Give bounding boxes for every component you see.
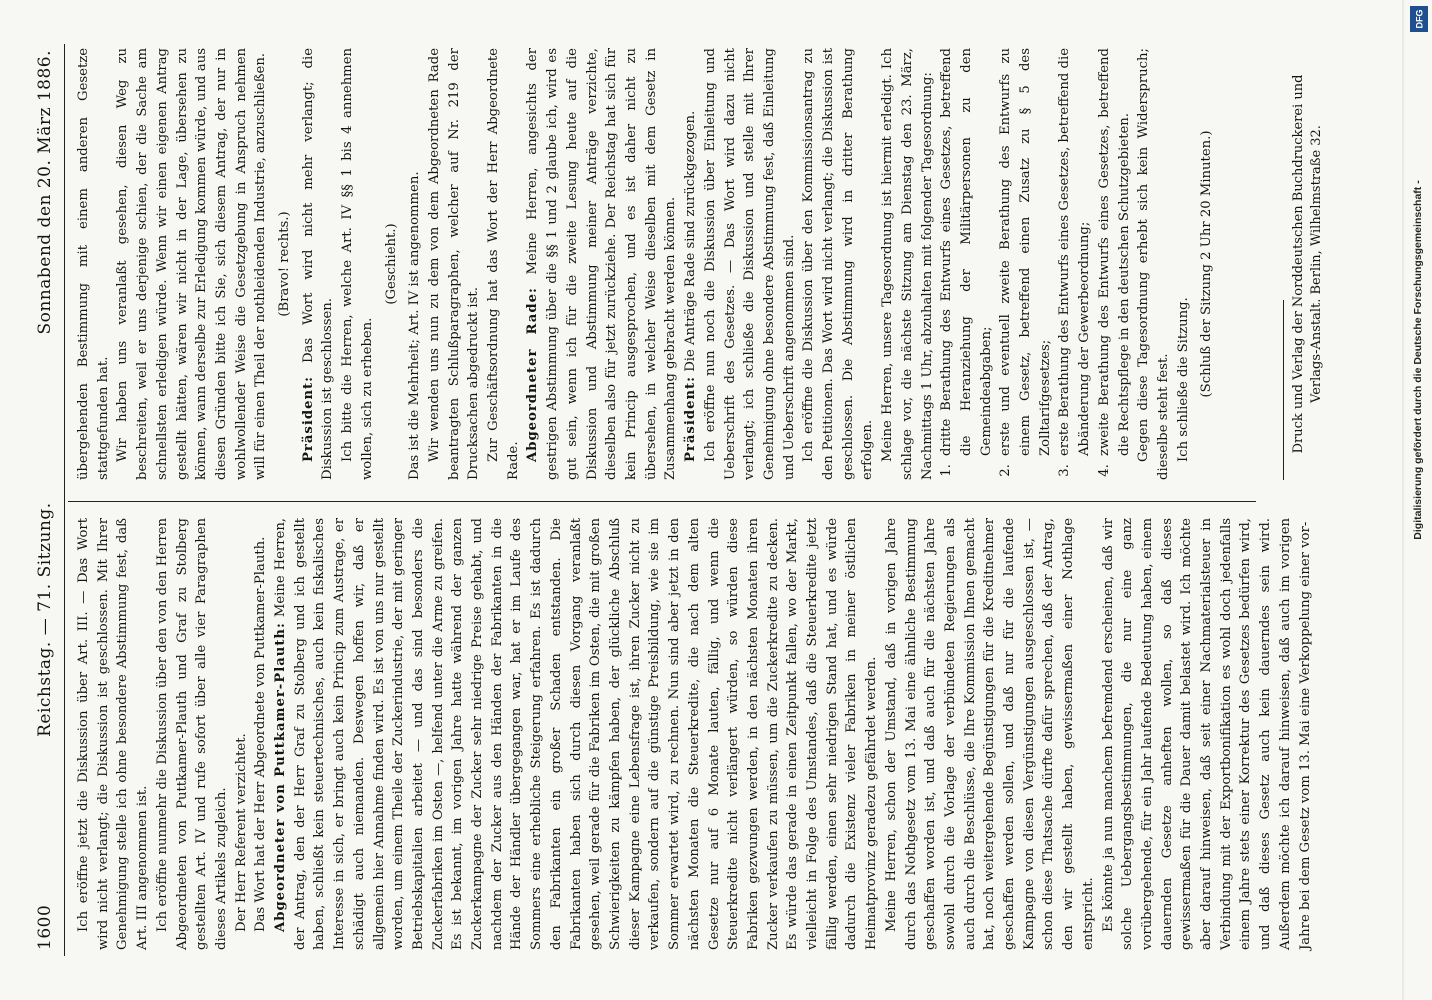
speech-paragraph: [681, 48, 701, 480]
text-paragraph: Wir wenden uns nun zu dem von dem Abgeordneten Rade beantragten Schlußparagraphen, welcher auf Nr. 219 der Drucksachen abgedruckt ist.: [426, 48, 482, 480]
text-paragraph: Ich schließe die Sitzung.: [1175, 297, 1191, 462]
speech-text: Das Wort wird nicht mehr verlangt; die Diskussion ist geschlossen.: [300, 48, 336, 480]
text-paragraph: Ich eröffne die Diskussion über den Kommissionsantrag zu den Petitionen. Das Wort wird nicht verlangt; die Diskussion ist geschlossen. Die Abstimmung wird in dritter Berathung erfolgen.: [801, 48, 876, 480]
agenda-item: 2. erste und eventuell zweite Berathung des Entwurfs zu einem Gesetz, betreffend einen Zusatz zu § 5 des Zolltarifgesetzes;: [996, 48, 1055, 460]
interjection: (Schluß der Sitzung 2 Uhr 20 Minuten.): [1199, 130, 1215, 398]
imprint-rule: [1283, 300, 1284, 480]
text-paragraph: Es könnte ja nun manchem befremdend erscheinen, daß wir solche Uebergangsbestimmungen, die nur eine ganz vorübergehende, für ein Jahr laufende Bedeutung haben, einem dauernden Gesetze anheften wollen, so daß dieses gewissermaßen für die Dauer damit belastet wird. Ich möchte aber darauf hinweisen, daß seit einer Nachmaterialsteuer in Verbindung mit der Exportbonifikation es wohl doch jedenfalls einem Jahre stets einer Korrektur des Gesetzes bedürfen wird, und daß dieses Gesetz auch kein dauerndes sein wird. Außerdem möchte ich darauf hinweisen, daß auch im vorigen Jahre bei dem Gesetz vom 13. Mai eine Verkoppelung einer vor-: [1100, 518, 1313, 950]
speech-paragraph: [299, 48, 338, 480]
interjection: (Geschieht.): [383, 223, 399, 305]
page-number: 1600: [35, 904, 55, 950]
digitization-notice: Digitalisierung gefördert durch die Deutsche Forschungsgemeinschaft -: [1412, 180, 1424, 540]
speaker-name: Präsident:: [683, 375, 699, 462]
speech-paragraph: [523, 48, 681, 480]
column-divider: [68, 501, 1256, 502]
dfg-logo-text: DFG: [1414, 9, 1424, 29]
text-paragraph: Meine Herren, unsere Tagesordnung ist hiermit erledigt. Ich schlage vor, die nächste Sitzung am Dienstag den 23. März, Nachmittags 1 Uhr, abzuhalten mit folgender Tagesordnung:: [880, 48, 935, 480]
page-edge-shadow: [1402, 0, 1406, 1000]
speaker-name: Präsident:: [300, 375, 316, 462]
page-title: Reichstag. — 71. Sitzung.: [35, 502, 55, 737]
header-rule: [64, 44, 65, 956]
text-paragraph: Das ist die Mehrheit; Art. IV ist angenommen.: [407, 171, 423, 480]
text-paragraph: Ich bitte die Herren, welche Art. IV §§ 1 bis 4 annehmen wollen, sich zu erheben.: [340, 48, 375, 480]
interjection: (Bravo! rechts.): [277, 211, 293, 317]
agenda-item: 4. zweite Berathung des Entwurfs eines Gesetzes, betreffend die Rechtspflege in den deutschen Schutzgebieten.: [1095, 48, 1134, 460]
text-paragraph: Ich eröffne nun noch die Diskussion über Einleitung und Ueberschrift des Gesetzes. — Das Wort wird dazu nicht verlangt; ich schließe die Diskussion und stelle mit Ihrer Genehmigung ohne besondere Abstimmung fest, daß Einleitung und Ueberschrift angenommen sind.: [702, 48, 797, 480]
digitization-sidebar: [1408, 0, 1428, 1000]
text-paragraph: Ich eröffne jetzt die Diskussion über Art. III. — Das Wort wird nicht verlangt; die Diskussion ist geschlossen. Mit Ihrer Genehmigung stelle ich ohne besondere Abstimmung fest, daß Art. III angenommen ist.: [76, 518, 151, 950]
running-head: [30, 50, 60, 950]
text-paragraph: Wir haben uns veranlaßt gesehen, diesen Weg zu beschreiten, weil er uns derjenige schien, der die Sache am schnellsten erledigen würde. Wenn wir einen eigenen Antrag gestellt hätten, wären wir nicht in der Lage, übersehen zu können, wann derselbe zur Erledigung kommen würde, und aus diesen Gründen bitte ich Sie, sich diesem Antrag, der nur in wohlwollender Weise die Gesetzgebung in Anspruch nehmen will für einen Theil der nothleidenden Industrie, anzuschließen.: [115, 48, 269, 480]
agenda-list: [937, 48, 1134, 480]
speech-text: Die Anträge Rade sind zurückgezogen.: [683, 110, 699, 376]
session-date: Sonnabend den 20. März 1886.: [35, 50, 55, 335]
text-paragraph: Ich eröffne nunmehr die Diskussion über den von den Herren Abgeordneten von Puttkamer-Plauth und Graf zu Stolberg gestellten Art. IV und rufe sofort über alle vier Paragraphen dieses Artikels zugleich.: [154, 518, 229, 950]
dfg-logo: [1410, 6, 1428, 32]
right-column: [74, 48, 1221, 480]
speech-paragraph: [271, 518, 882, 950]
text-paragraph: Gegen diese Tagesordnung erhebt sich kein Widerspruch; dieselbe steht fest.: [1136, 48, 1171, 480]
agenda-item: 1. dritte Berathung des Entwurfs eines Gesetzes, betreffend die Heranziehung der Militärpersonen zu den Gemeindeabgaben;: [937, 48, 996, 460]
speaker-name: Abgeordneter von Puttkamer-Plauth:: [273, 622, 289, 932]
speech-text: Meine Herren, angesichts der gestrigen Abstimmung über die §§ 1 und 2 glaube ich, wird es gut sein, wenn ich für die zweite Lesung heute auf die Diskussion und Abstimmung meiner Anträge verzichte, dieselben also für jetzt zurückziehe. Der Reichstag hat sich für kein Princip ausgesprochen, und es ist daher nicht zu übersehen, in welcher Weise dieselben mit dem Gesetz in Zusammenhang gebracht werden können.: [525, 48, 679, 480]
speaker-name: Abgeordneter Rade:: [525, 287, 541, 462]
left-column: [74, 518, 1315, 950]
imprint: Druck und Verlag der Norddeutschen Buchdruckerei und Verlags-Anstalt. Berlin, Wilhelmstraße 32.: [1291, 74, 1324, 454]
text-paragraph: Der Herr Referent verzichtet.: [233, 733, 249, 932]
rotated-document-page: [16, 20, 1396, 980]
agenda-item: 3. erste Berathung des Entwurfs eines Gesetzes, betreffend die Abänderung der Gewerbeordnung;: [1055, 48, 1094, 460]
text-paragraph: Zur Geschäftsordnung hat das Wort der Herr Abgeordnete Rade.: [486, 48, 521, 480]
speech-text: Meine Herren, der Antrag, den der Herr Graf zu Stolberg und ich gestellt haben, schließt kein steuertechnisches, auch kein fiskalisches Interesse in sich, er bringt auch kein Princip zum Austrage, er schädigt auch niemanden. Deswegen hoffen wir, daß er allgemein hier Annahme finden wird. Es ist von uns nur gestellt worden, um einem Theile der Zuckerindustrie, der mit geringer Betriebskapitalien arbeitet — und das sind besonders die Zuckerfabriken im Osten —, helfend unter die Arme zu greifen. Es ist bekannt, im vorigen Jahre hatte während der ganzen Zuckerkampagne der Zucker sehr niedrige Preise gehabt, und nachdem der Zucker aus den Händen der Fabrikanten in die Hände der Händler übergegangen war, hat er im Laufe des Sommers eine erhebliche Steigerung erfahren. Es ist dadurch den Fabrikanten ein großer Schaden entstanden. Die Fabrikanten haben sich durch diesen Vorgang veranlaßt gesehen, weil gerade für die Fabriken im Osten, die mit großen Schwierigkeiten zu kämpfen haben, der glückliche Abschluß dieser Kampagne eine Lebensfrage ist, ihren Zucker nicht zu verkaufen, sondern auf die günstige Preisbildung, wie sie im Sommer erwartet wird, zu rechnen. Nun sind aber jetzt in den nächsten Monaten die Steuerkredite, die nach dem alten Gesetze nur auf 6 Monate lauten, fällig, und wenn die Steuerkredite nicht verlängert würden, so würden diese Fabriken gezwungen werden, in den nächsten Monaten ihren Zucker verkaufen zu müssen, um die Zuckerkredite zu decken. Es würde das gerade in einen Zeitpunkt fallen, wo der Markt, vielleicht in Folge des Umstandes, daß die Steuerkredite jetzt fällig werden, einen sehr niedrigen Stand hat, und es würde dadurch die Existenz vieler Fabriken in meiner östlichen Heimatprovinz geradezu gefährdet werden.: [273, 518, 880, 950]
text-paragraph: Meine Herren, schon der Umstand, daß in vorigen Jahre durch das Nothgesetz vom 13. Mai eine ähnliche Bestimmung geschaffen worden ist, und daß auch für die nächsten Jahre sowohl durch die Vorlage der verbündeten Regierungen als auch durch die Beschlüsse, die Ihre Kommission Ihnen gemacht hat, noch weitergehende Begünstigungen für die Kreditnehmer geschaffen werden sollen, und daß nur für die laufende Kampagne von diesen Vergünstigungen ausgeschlossen ist, — schon diese Thatsache dürfte dafür sprechen, daß der Antrag, den wir gestellt haben, gewissermaßen einer Nothlage entspricht.: [883, 518, 1096, 950]
text-paragraph: Das Wort hat der Herr Abgeordnete von Puttkamer-Plauth.: [253, 536, 269, 932]
text-paragraph: übergehenden Bestimmung mit einem anderen Gesetze stattgefunden hat.: [76, 48, 111, 480]
